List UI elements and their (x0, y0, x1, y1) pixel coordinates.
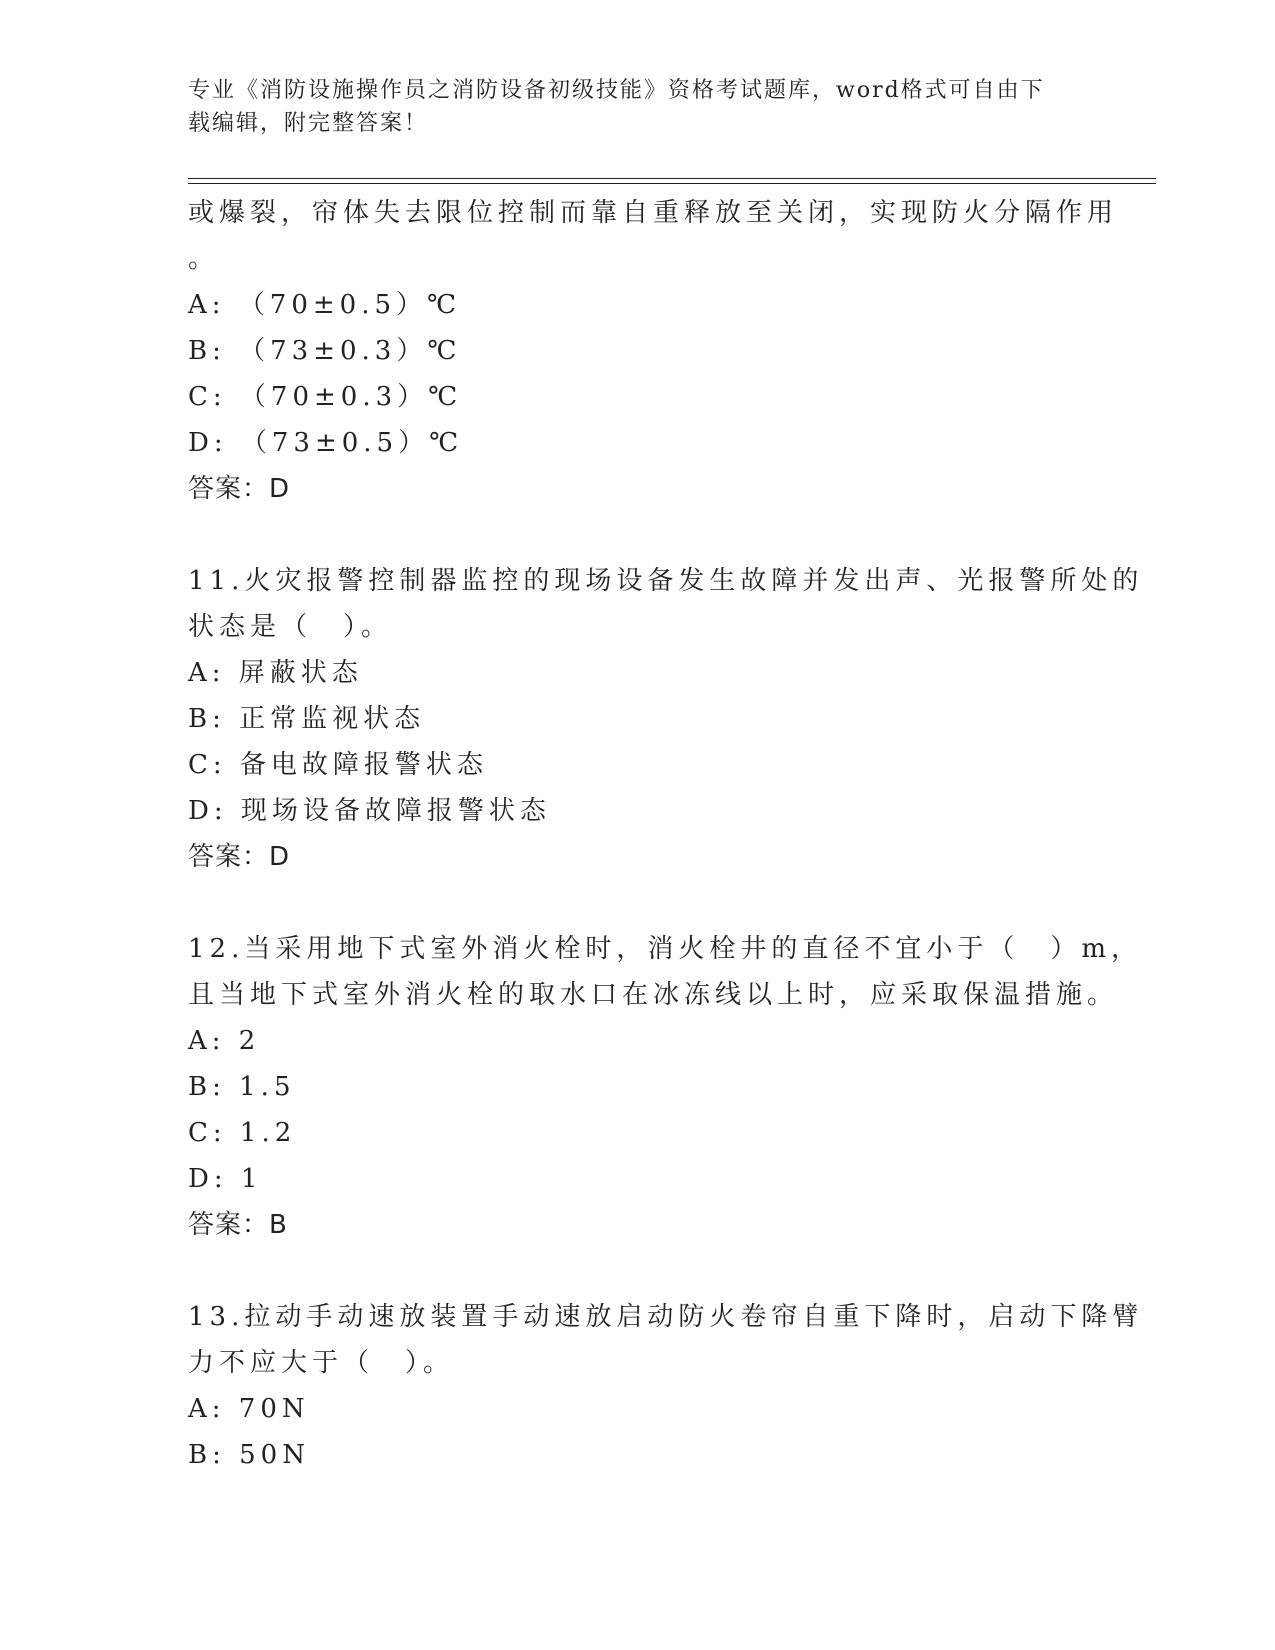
document-body (188, 190, 1144, 1478)
question-stem-line: 状态是（ ）。 (188, 612, 393, 642)
option-b: B: 1.5 (188, 1072, 296, 1102)
option-b: B: 50N (188, 1440, 310, 1470)
spacer (188, 880, 1088, 926)
question-13 (188, 1294, 1144, 1478)
question-stem-line: 11.火灾报警控制器监控的现场设备发生故障并发出声、光报警所处的 (188, 566, 1144, 596)
answer-line: 答案：D (188, 474, 291, 504)
question-stem-line: 。 (188, 244, 220, 274)
option-c: C: （70±0.3）℃ (188, 382, 463, 412)
option-b: B: 正常监视状态 (188, 704, 426, 734)
option-b: B: （73±0.3）℃ (188, 336, 462, 366)
question-stem-line: 且当地下式室外消火栓的取水口在冰冻线以上时，应采取保温措施。 (188, 980, 1119, 1010)
header-divider-bottom (188, 183, 1156, 184)
spacer (188, 512, 1088, 558)
question-stem-line: 13.拉动手动速放装置手动速放启动防火卷帘自重下降时，启动下降臂 (188, 1302, 1144, 1332)
answer-line: 答案：B (188, 1210, 288, 1240)
option-d: D: 现场设备故障报警状态 (188, 796, 551, 826)
question-stem-line: 力不应大于（ ）。 (188, 1348, 455, 1378)
question-12 (188, 926, 1143, 1248)
question-11 (188, 558, 1144, 880)
header-divider-top (188, 178, 1156, 179)
question-stem-line: 或爆裂，帘体失去限位控制而靠自重释放至关闭，实现防火分隔作用 (188, 198, 1119, 228)
question-10-continuation (188, 190, 1119, 512)
option-a: A: 70N (188, 1394, 310, 1424)
header-title-line-2: 载编辑，附完整答案！ (188, 111, 429, 136)
answer-line: 答案：D (188, 842, 291, 872)
option-a: A: 2 (188, 1026, 261, 1056)
option-a: A: 屏蔽状态 (188, 658, 363, 688)
spacer (188, 1248, 1088, 1294)
option-a: A: （70±0.5）℃ (188, 290, 462, 320)
header-title-line-1: 专业《消防设施操作员之消防设备初级技能》资格考试题库，word格式可自由下 (188, 78, 1045, 103)
question-stem-line: 12.当采用地下式室外消火栓时，消火栓井的直径不宜小于（ ）m， (188, 934, 1143, 964)
option-c: C: 备电故障报警状态 (188, 750, 488, 780)
document-header (188, 74, 1088, 140)
option-c: C: 1.2 (188, 1118, 297, 1148)
option-d: D: （73±0.5）℃ (188, 428, 464, 458)
option-d: D: 1 (188, 1164, 263, 1194)
